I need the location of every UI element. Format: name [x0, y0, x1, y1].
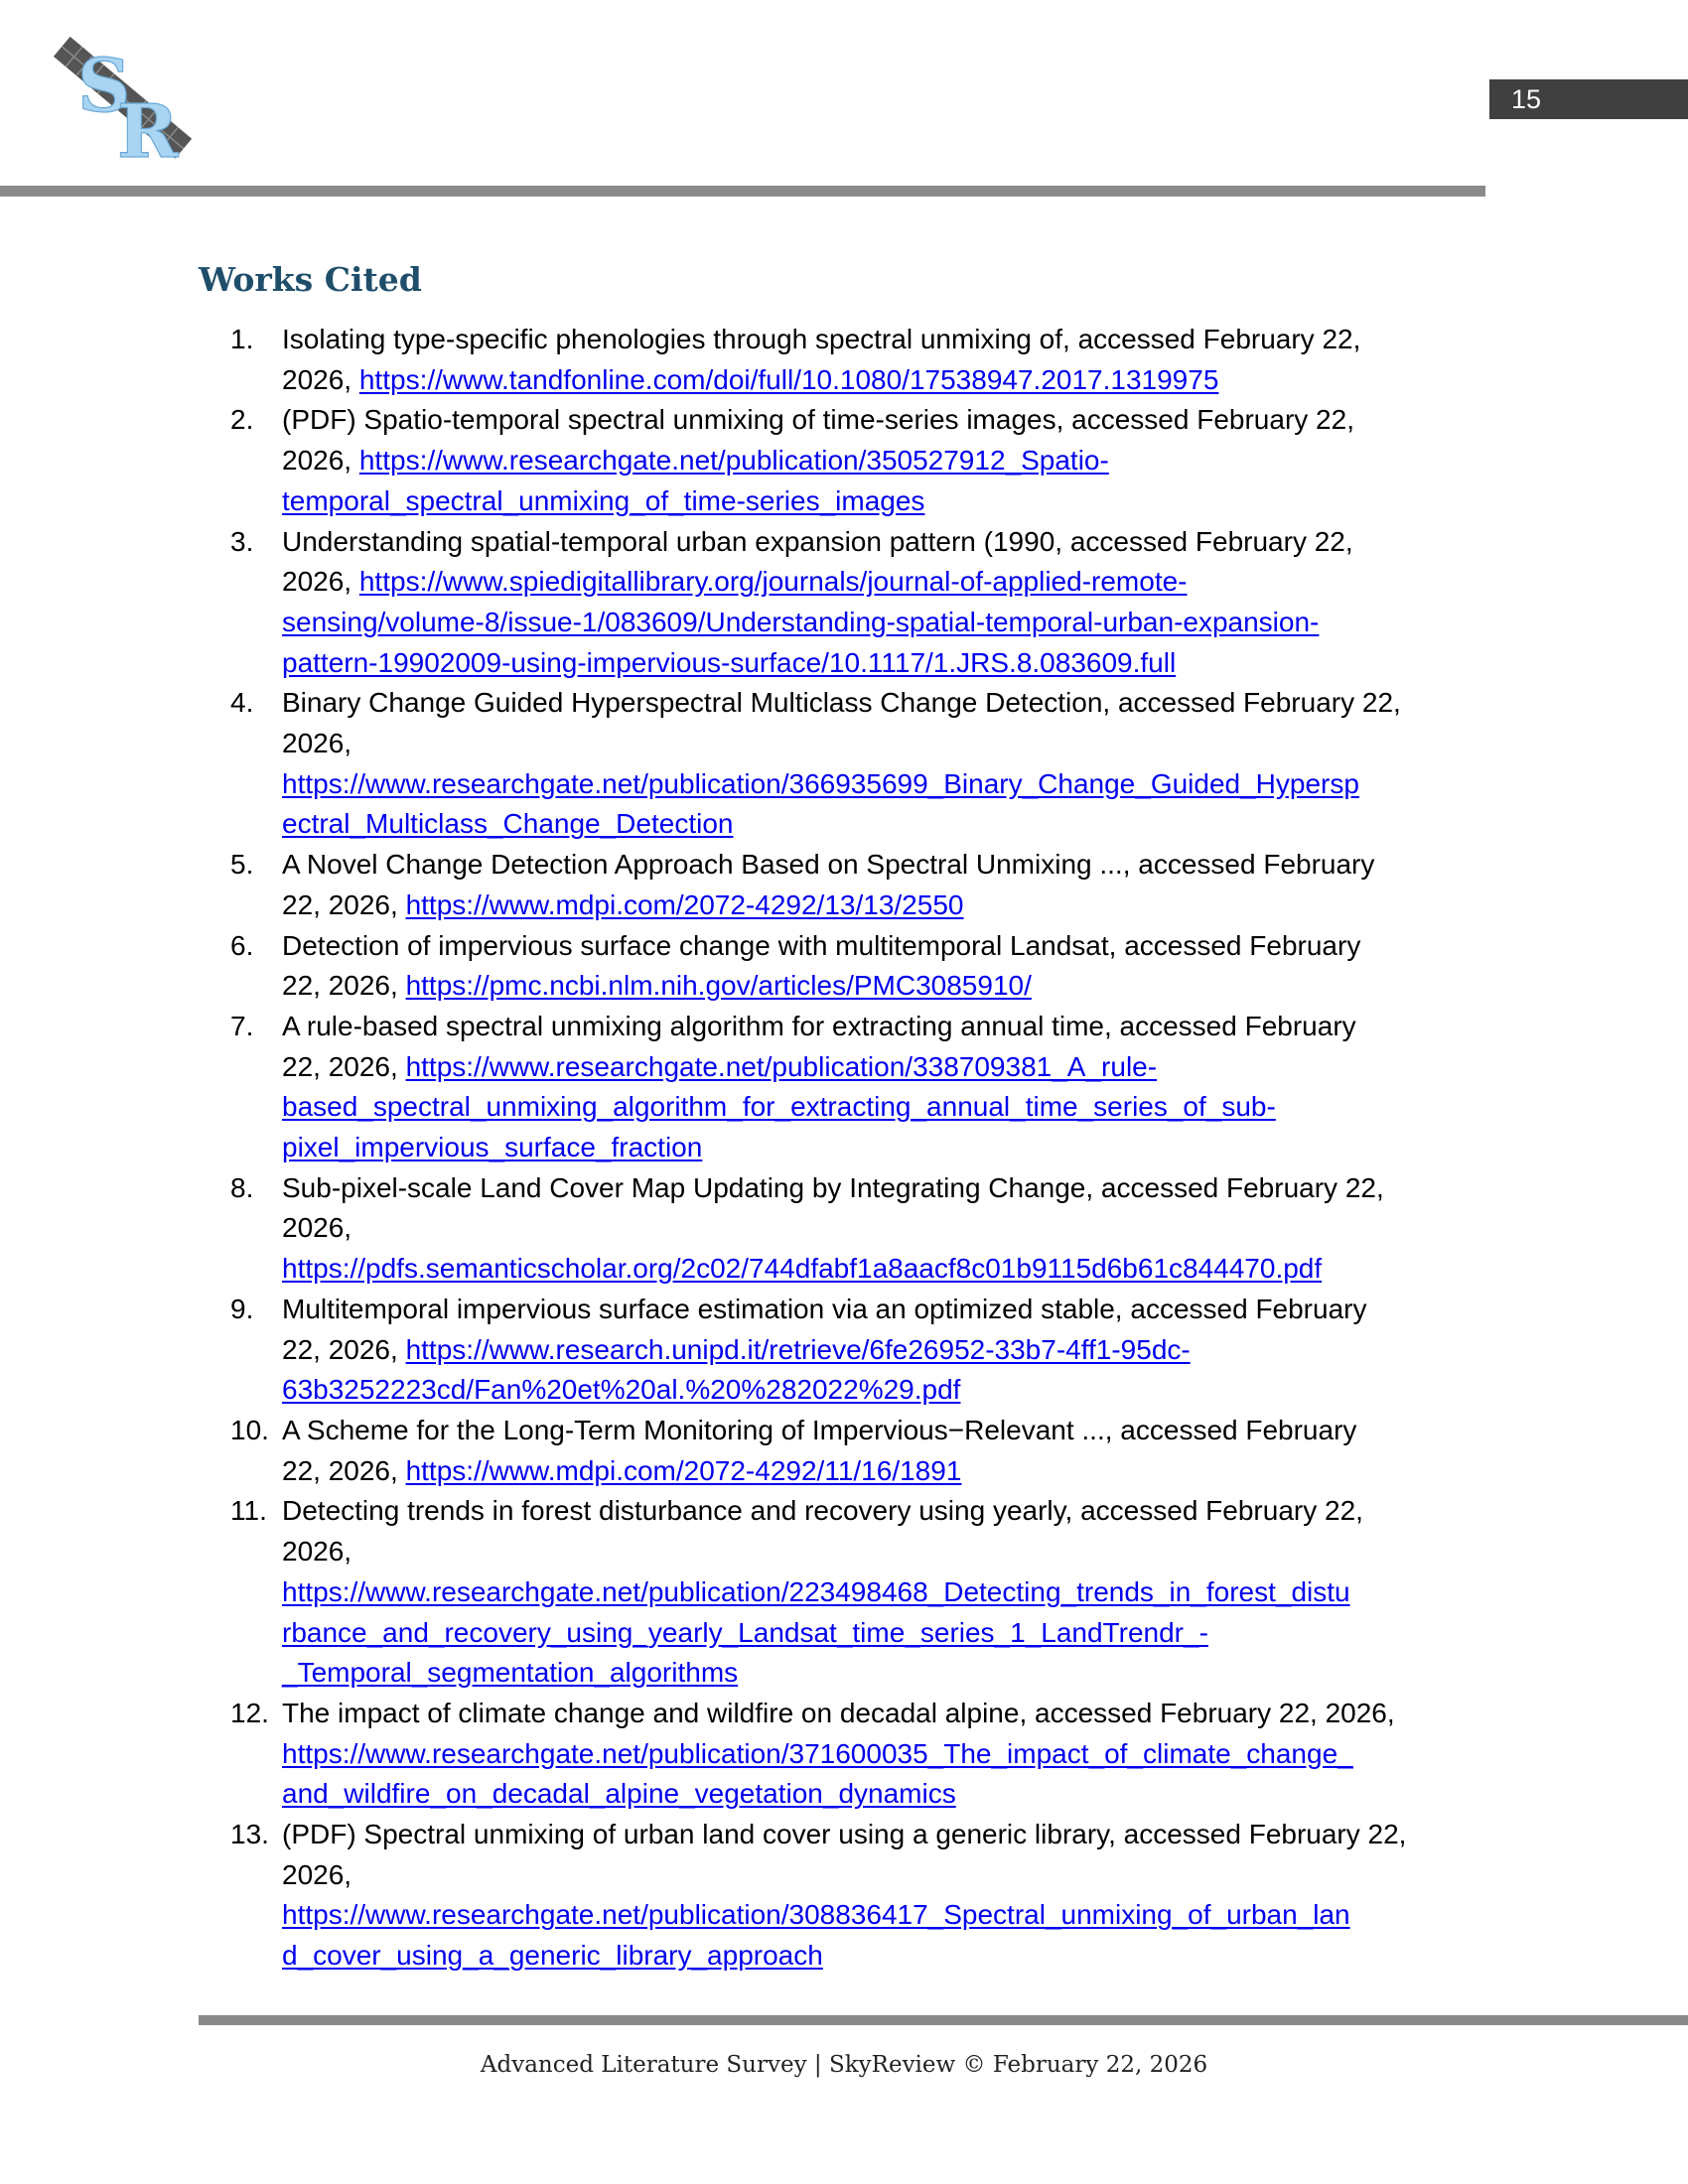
- reference-number: 5.: [230, 849, 254, 881]
- reference-line: [282, 724, 1521, 764]
- reference-number: 4.: [230, 687, 254, 719]
- reference-text: Binary Change Guided Hyperspectral Multiclass Change Detection, accessed February 22,: [282, 687, 1401, 719]
- reference-line: [282, 1855, 1521, 1896]
- reference-line: [282, 603, 1521, 643]
- reference-line: [282, 1774, 1521, 1815]
- reference-line: [282, 1168, 1521, 1209]
- reference-line: [282, 1208, 1521, 1249]
- reference-number: 2.: [230, 404, 254, 436]
- reference-item: [230, 522, 1521, 684]
- reference-link[interactable]: d_cover_using_a_generic_library_approach: [282, 1940, 823, 1972]
- reference-line: [282, 1411, 1521, 1451]
- reference-line: [282, 1330, 1521, 1371]
- reference-link[interactable]: sensing/volume-8/issue-1/083609/Understanding-spatial-temporal-urban-expansion-: [282, 606, 1320, 637]
- reference-text: A rule-based spectral unmixing algorithm for extracting annual time, accessed February: [282, 1010, 1356, 1041]
- reference-line: [282, 1936, 1521, 1977]
- logo: [40, 26, 204, 167]
- reference-number: 3.: [230, 525, 254, 557]
- reference-text: 22, 2026,: [282, 1333, 406, 1365]
- reference-number: 8.: [230, 1171, 254, 1203]
- reference-item: [230, 320, 1521, 400]
- reference-line: [282, 522, 1521, 563]
- reference-link[interactable]: ectral_Multiclass_Change_Detection: [282, 808, 734, 840]
- reference-number: 10.: [230, 1414, 269, 1445]
- reference-line: [282, 683, 1521, 724]
- reference-text: Sub-pixel-scale Land Cover Map Updating by Integrating Change, accessed February 22,: [282, 1171, 1384, 1203]
- reference-text: 2026,: [282, 1858, 352, 1890]
- reference-text: Detecting trends in forest disturbance and recovery using yearly, accessed February 22,: [282, 1495, 1363, 1527]
- page-footer: Advanced Literature Survey | SkyReview © February 22, 2026: [480, 2052, 1208, 2078]
- reference-item: [230, 1411, 1521, 1491]
- reference-line: [282, 1451, 1521, 1492]
- reference-link[interactable]: https://www.researchgate.net/publication/223498468_Detecting_trends_in_forest_distu: [282, 1575, 1350, 1607]
- reference-line: [282, 1653, 1521, 1694]
- reference-line: [282, 1613, 1521, 1654]
- reference-link[interactable]: based_spectral_unmixing_algorithm_for_extracting_annual_time_series_of_sub-: [282, 1091, 1276, 1123]
- reference-link[interactable]: https://www.researchgate.net/publication/366935699_Binary_Change_Guided_Hypersp: [282, 767, 1359, 799]
- footer-rule: [199, 2015, 1688, 2025]
- reference-text: (PDF) Spectral unmixing of urban land cover using a generic library, accessed February 22,: [282, 1819, 1407, 1850]
- reference-number: 6.: [230, 929, 254, 961]
- reference-item: [230, 1168, 1521, 1290]
- reference-line: [282, 441, 1521, 481]
- reference-text: Multitemporal impervious surface estimation via an optimized stable, accessed February: [282, 1293, 1367, 1324]
- reference-line: [282, 1572, 1521, 1613]
- reference-text: 22, 2026,: [282, 970, 406, 1002]
- reference-line: [282, 1370, 1521, 1411]
- reference-item: [230, 1491, 1521, 1694]
- reference-item: [230, 1007, 1521, 1168]
- reference-line: [282, 1128, 1521, 1168]
- reference-item: [230, 400, 1521, 521]
- reference-line: [282, 1815, 1521, 1855]
- reference-item: [230, 1694, 1521, 1815]
- page-number-tab: [1489, 79, 1688, 119]
- reference-line: [282, 764, 1521, 805]
- reference-link[interactable]: https://www.mdpi.com/2072-4292/13/13/2550: [405, 888, 964, 920]
- reference-link[interactable]: https://pdfs.semanticscholar.org/2c02/744dfabf1a8aacf8c01b9115d6b61c844470.pdf: [282, 1253, 1323, 1285]
- logo-letter-s: S: [77, 44, 131, 129]
- reference-line: [282, 966, 1521, 1007]
- page-title: Works Cited: [199, 260, 422, 299]
- reference-link[interactable]: pattern-19902009-using-impervious-surface/10.1117/1.JRS.8.083609.full: [282, 646, 1177, 678]
- reference-number: 1.: [230, 324, 254, 354]
- reference-text: 2026,: [282, 445, 359, 477]
- logo-letter-r: R: [117, 89, 179, 167]
- reference-line: [282, 1532, 1521, 1572]
- reference-item: [230, 926, 1521, 1007]
- reference-item: [230, 845, 1521, 925]
- reference-line: [282, 400, 1521, 441]
- reference-number: 12.: [230, 1697, 269, 1728]
- reference-number: 7.: [230, 1010, 254, 1041]
- reference-text: Isolating type-specific phenologies through spectral unmixing of, accessed February 22,: [282, 324, 1361, 354]
- satellite-logo-icon: [40, 26, 204, 167]
- reference-text: 2026,: [282, 728, 352, 759]
- reference-link[interactable]: pixel_impervious_surface_fraction: [282, 1132, 703, 1163]
- reference-line: [282, 643, 1521, 684]
- reference-line: [282, 1694, 1521, 1734]
- reference-text: A Novel Change Detection Approach Based on Spectral Unmixing ..., accessed February: [282, 849, 1375, 881]
- reference-line: [282, 481, 1521, 522]
- reference-link[interactable]: https://www.mdpi.com/2072-4292/11/16/1891: [405, 1454, 962, 1486]
- reference-link[interactable]: rbance_and_recovery_using_yearly_Landsat_time_series_1_LandTrendr_-: [282, 1616, 1208, 1648]
- reference-line: [282, 1047, 1521, 1088]
- reference-text: 2026,: [282, 363, 359, 395]
- reference-line: [282, 1290, 1521, 1330]
- reference-link[interactable]: https://www.researchgate.net/publication/371600035_The_impact_of_climate_change_: [282, 1737, 1353, 1769]
- reference-line: [282, 886, 1521, 926]
- reference-line: [282, 1087, 1521, 1128]
- reference-link[interactable]: https://www.research.unipd.it/retrieve/6fe26952-33b7-4ff1-95dc-: [405, 1333, 1191, 1365]
- reference-number: 11.: [230, 1495, 267, 1527]
- reference-link[interactable]: temporal_spectral_unmixing_of_time-series_images: [282, 484, 925, 516]
- reference-text: Understanding spatial-temporal urban expansion pattern (1990, accessed February 22,: [282, 525, 1353, 557]
- reference-line: [282, 845, 1521, 886]
- reference-line: [282, 320, 1521, 360]
- reference-text: (PDF) Spatio-temporal spectral unmixing of time-series images, accessed February 22,: [282, 404, 1354, 436]
- reference-line: [282, 1491, 1521, 1532]
- page-number: 15: [1511, 84, 1542, 114]
- reference-text: 2026,: [282, 1212, 352, 1244]
- reference-number: 13.: [230, 1819, 269, 1850]
- reference-number: 9.: [230, 1293, 254, 1324]
- reference-item: [230, 1290, 1521, 1411]
- reference-text: 2026,: [282, 566, 359, 598]
- reference-link[interactable]: 63b3252223cd/Fan%20et%20al.%20%282022%29.pdf: [282, 1374, 961, 1406]
- reference-line: [282, 804, 1521, 845]
- reference-text: 22, 2026,: [282, 888, 406, 920]
- reference-line: [282, 1007, 1521, 1047]
- reference-link[interactable]: and_wildfire_on_decadal_alpine_vegetation_dynamics: [282, 1778, 956, 1810]
- reference-line: [282, 1249, 1521, 1290]
- reference-line: [282, 1734, 1521, 1775]
- reference-link[interactable]: https://pmc.ncbi.nlm.nih.gov/articles/PMC3085910/: [405, 970, 1032, 1002]
- header-rule: [0, 186, 1485, 197]
- reference-line: [282, 562, 1521, 603]
- reference-link[interactable]: https://www.tandfonline.com/doi/full/10.1080/17538947.2017.1319975: [358, 363, 1219, 395]
- reference-text: 22, 2026,: [282, 1454, 406, 1486]
- reference-link[interactable]: https://www.researchgate.net/publication/308836417_Spectral_unmixing_of_urban_lan: [282, 1899, 1350, 1931]
- reference-link[interactable]: https://www.researchgate.net/publication/338709381_A_rule-: [405, 1050, 1158, 1082]
- reference-line: [282, 360, 1521, 401]
- reference-text: 22, 2026,: [282, 1050, 406, 1082]
- references-list: [230, 320, 1521, 1977]
- reference-line: [282, 1895, 1521, 1936]
- reference-text: Detection of impervious surface change with multitemporal Landsat, accessed February: [282, 929, 1361, 961]
- reference-text: 2026,: [282, 1536, 352, 1568]
- reference-text: A Scheme for the Long-Term Monitoring of Impervious−Relevant ..., accessed February: [282, 1414, 1357, 1445]
- reference-line: [282, 926, 1521, 967]
- reference-item: [230, 1815, 1521, 1977]
- reference-link[interactable]: https://www.researchgate.net/publication/350527912_Spatio-: [358, 445, 1109, 477]
- reference-link[interactable]: _Temporal_segmentation_algorithms: [282, 1657, 739, 1689]
- reference-item: [230, 683, 1521, 845]
- reference-link[interactable]: https://www.spiedigitallibrary.org/journals/journal-of-applied-remote-: [358, 566, 1188, 598]
- reference-text: The impact of climate change and wildfire on decadal alpine, accessed February 22, 2026,: [282, 1697, 1395, 1728]
